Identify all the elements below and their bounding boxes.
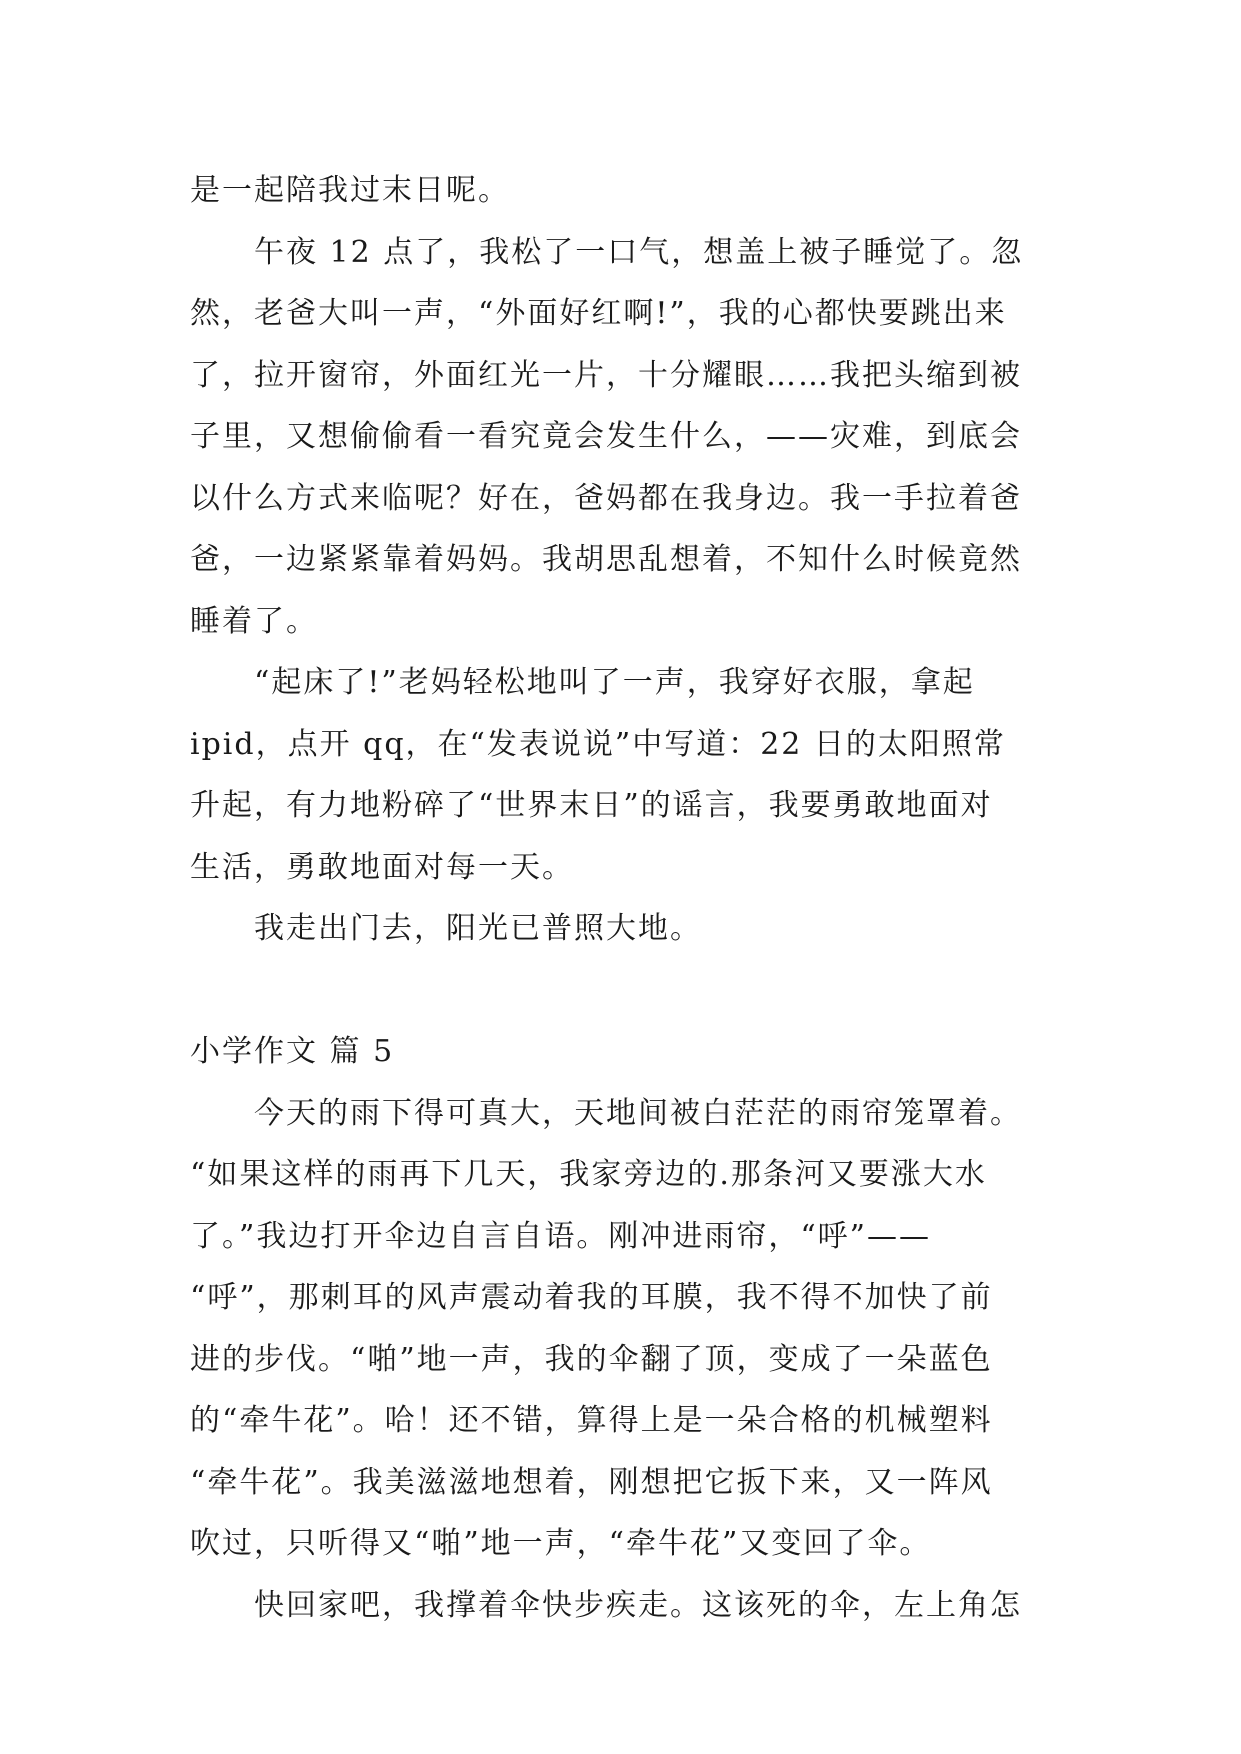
text-line: “牵牛花”。我美滋滋地想着，刚想把它扳下来，又一阵风 [190,1464,993,1500]
text-line: 吹过，只听得又“啪”地一声，“牵牛花”又变回了伞。 [190,1526,932,1561]
text-line: 了。”我边打开伞边自言自语。刚冲进雨帘，“呼”—— [190,1218,932,1254]
section-heading: 小学作文 篇 5 [190,1034,395,1069]
paragraph [190,1083,1052,1575]
text-line: “起床了!”老妈轻松地叫了一声，我穿好衣服，拿起 [254,665,975,700]
text-line: 了，拉开窗帘，外面红光一片，十分耀眼……我把头缩到被 [190,357,1022,393]
paragraph [190,1575,1052,1637]
paragraph [190,652,1052,898]
text-line: 今天的雨下得可真大，天地间被白茫茫的雨帘笼罩着。 [254,1095,1022,1131]
text-line: 升起，有力地粉碎了“世界末日”的谣言，我要勇敢地面对 [190,788,993,823]
section-spacer [190,960,1052,1022]
paragraph [190,898,1052,960]
text-line: 子里，又想偷偷看一看究竟会发生什么，——灾难，到底会 [190,419,1022,454]
text-line: 的“牵牛花”。哈！还不错，算得上是一朵合格的机械塑料 [190,1403,993,1438]
text-line: 然，老爸大叫一声，“外面好红啊!”，我的心都快要跳出来 [190,296,1007,331]
text-line: 生活，勇敢地面对每一天。 [190,849,574,885]
text-line: 午夜 12 点了，我松了一口气，想盖上被子睡觉了。忽 [254,234,1024,270]
paragraph [190,222,1052,653]
document-body [190,160,1052,1636]
text-line: 以什么方式来临呢？好在，爸妈都在我身边。我一手拉着爸 [190,480,1022,516]
paragraph [190,160,1052,222]
text-line: “呼”，那刺耳的风声震动着我的耳膜，我不得不加快了前 [190,1280,993,1315]
text-line: 我走出门去，阳光已普照大地。 [254,911,702,946]
text-line: 睡着了。 [190,603,318,639]
text-line: 爸，一边紧紧靠着妈妈。我胡思乱想着，不知什么时候竟然 [190,542,1022,577]
text-line: 是一起陪我过末日呢。 [190,173,510,208]
text-line: 进的步伐。“啪”地一声，我的伞翻了顶，变成了一朵蓝色 [190,1341,993,1377]
text-line: ipid，点开 qq，在“发表说说”中写道：22 日的太阳照常 [190,726,1006,762]
text-line: “如果这样的雨再下几天，我家旁边的.那条河又要涨大水 [190,1157,987,1192]
text-line: 快回家吧，我撑着伞快步疾走。这该死的伞，左上角怎 [254,1587,1022,1623]
